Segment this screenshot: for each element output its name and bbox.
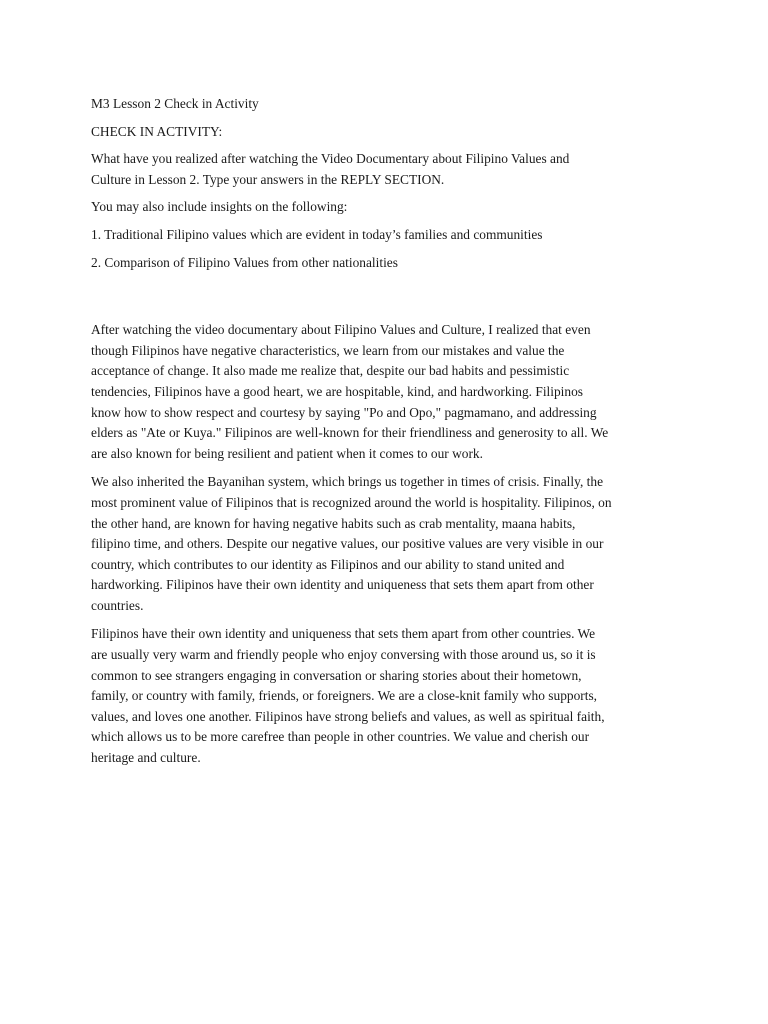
answer-line: are usually very warm and friendly people who enjoy conversing with those around us, so it is [91, 647, 596, 663]
answer-line: acceptance of change. It also made me realize that, despite our bad habits and pessimistic [91, 363, 570, 379]
insights-intro: You may also include insights on the following: [91, 199, 348, 215]
answer-line: though Filipinos have negative characteristics, we learn from our mistakes and value the [91, 342, 565, 358]
answer-paragraph-2 [91, 472, 681, 616]
answer-line: After watching the video documentary about Filipino Values and Culture, I realized that even [91, 322, 591, 338]
question-line: What have you realized after watching the Video Documentary about Filipino Values and [91, 151, 570, 167]
answer-line: family, or country with family, friends, or foreigners. We are a close-knit family who supports, [91, 688, 598, 704]
answer-paragraph-3 [91, 624, 681, 768]
answer-line: hardworking. Filipinos have their own identity and uniqueness that sets them apart from other [91, 577, 594, 593]
answer-line: values, and loves one another. Filipinos have strong beliefs and values, as well as spiritual faith, [91, 708, 605, 724]
check-in-heading: CHECK IN ACTIVITY: [91, 123, 223, 139]
answer-line: countries. [91, 597, 144, 613]
question-line: Culture in Lesson 2. Type your answers in the REPLY SECTION. [91, 171, 445, 187]
answer-line: which allows us to be more carefree than people in other countries. We value and cherish our [91, 729, 590, 745]
answer-line: filipino time, and others. Despite our negative values, our positive values are very visible in our [91, 536, 604, 552]
answer-line: heritage and culture. [91, 750, 201, 766]
question-paragraph [91, 149, 681, 190]
answer-line: most prominent value of Filipinos that is recognized around the world is hospitality. Filipinos, on [91, 494, 612, 510]
answer-line: elders as "Ate or Kuya." Filipinos are well-known for their friendliness and generosity to all. We [91, 425, 609, 441]
insight-item: 1. Traditional Filipino values which are evident in today’s families and communities [91, 226, 543, 242]
document-title: M3 Lesson 2 Check in Activity [91, 96, 259, 111]
insight-item: 2. Comparison of Filipino Values from other nationalities [91, 254, 398, 270]
document-body [91, 94, 681, 777]
answer-paragraph-1 [91, 320, 681, 464]
answer-line: are also known for being resilient and patient when it comes to our work. [91, 445, 483, 461]
answer-line: common to see strangers engaging in conversation or sharing stories about their hometown, [91, 667, 582, 683]
answer-line: We also inherited the Bayanihan system, which brings us together in times of crisis. Finally, the [91, 474, 604, 490]
answer-line: tendencies, Filipinos have a good heart, we are hospitable, kind, and hardworking. Filipinos [91, 383, 584, 399]
answer-line: country, which contributes to our identity as Filipinos and our ability to stand united and [91, 556, 565, 572]
answer-line: Filipinos have their own identity and uniqueness that sets them apart from other countries. We [91, 626, 596, 642]
answer-line: the other hand, are known for having negative habits such as crab mentality, maana habits, [91, 515, 576, 531]
answer-line: know how to show respect and courtesy by saying "Po and Opo," pagmamano, and addressing [91, 404, 597, 420]
